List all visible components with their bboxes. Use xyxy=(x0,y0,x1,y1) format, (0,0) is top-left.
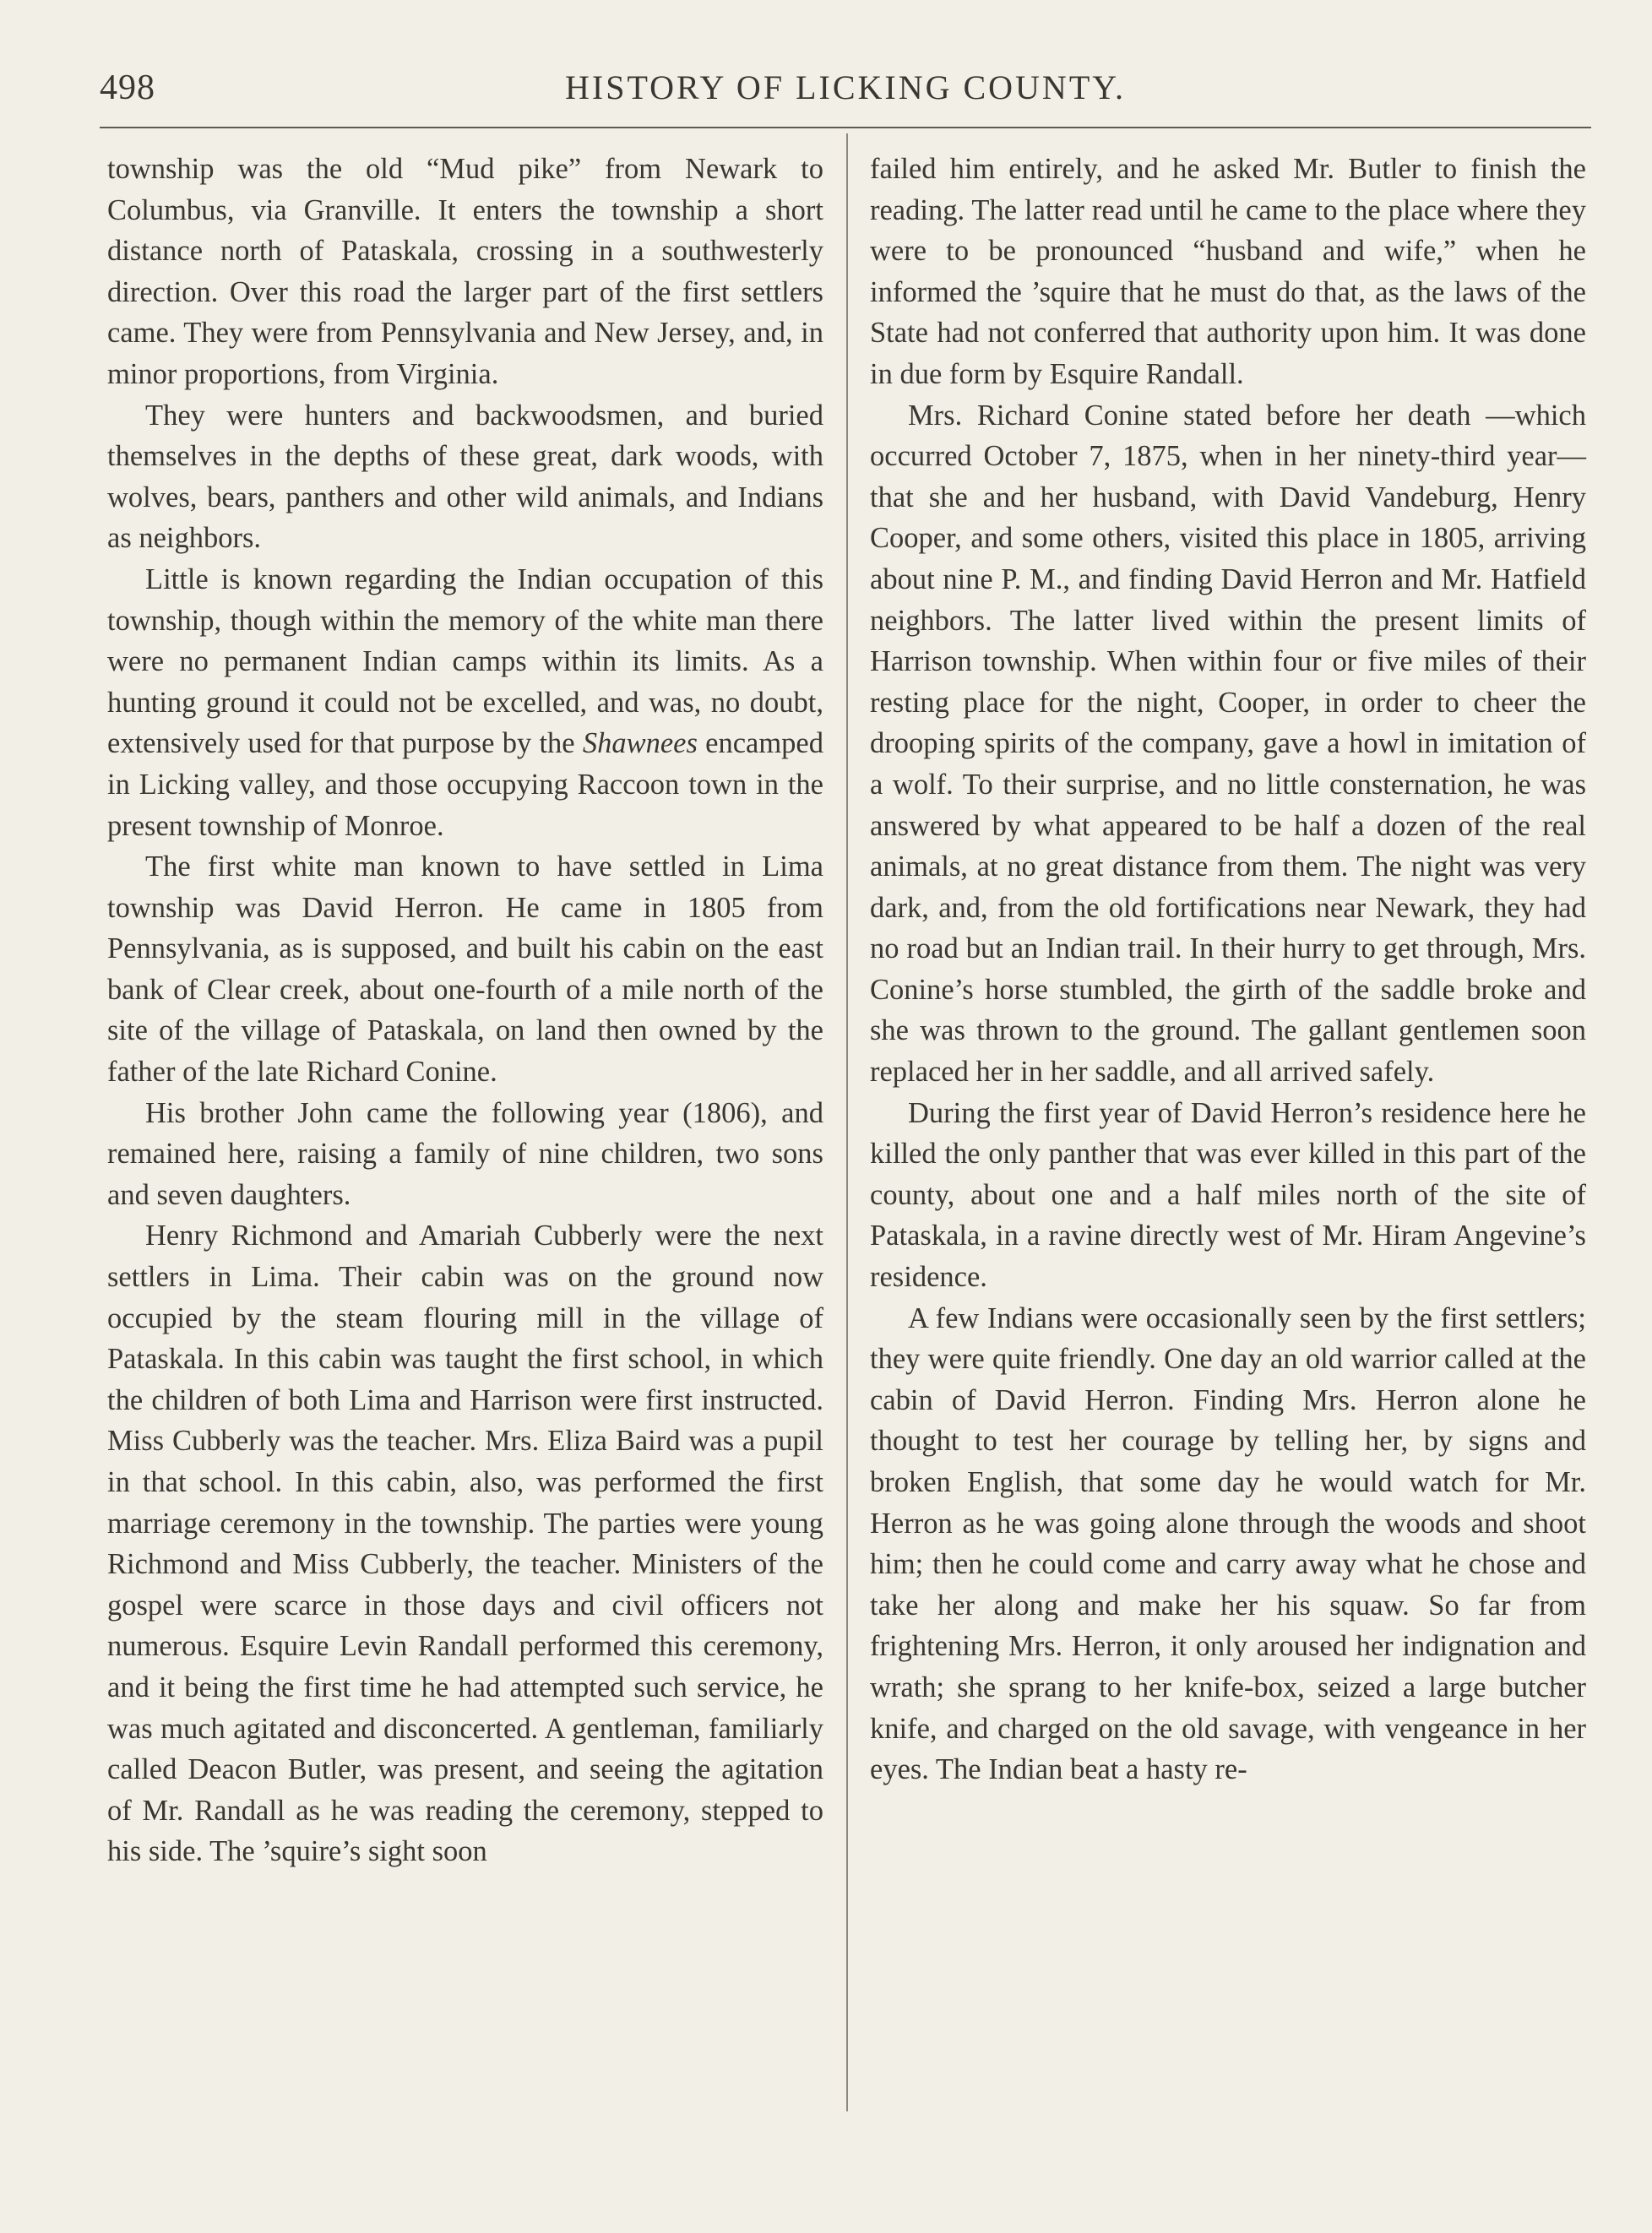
italic-term: Shawnees xyxy=(582,727,698,760)
page-header xyxy=(100,68,1591,127)
running-title: HISTORY OF LICKING COUNTY. xyxy=(565,68,1126,106)
left-column xyxy=(107,149,823,1872)
paragraph xyxy=(107,559,823,846)
paragraph: Mrs. Richard Conine stated before her death —which occurred October 7, 1875, when in her ninety-third year—that she and her husband, with David Vandeburg, Henry Cooper, and some others, visited this place in 1805, arriving about nine P. M., and finding David Herron and Mr. Hatfield neighbors. The latter lived within the present limits of Harrison township. When within four or five miles of their resting place for the night, Cooper, in order to cheer the drooping spirits of the company, gave a howl in imitation of a wolf. To their surprise, and no little consternation, he was answered by what appeared to be half a dozen of the real animals, at no great distance from them. The night was very dark, and, from the old fortifications near Newark, they had no road but an Indian trail. In their hurry to get through, Mrs. Conine’s horse stumbled, the girth of the saddle broke and she was thrown to the ground. The gallant gentlemen soon replaced her in her saddle, and all arrived safely. xyxy=(870,399,1586,1089)
paragraph-text: Little is known regarding the Indian occupation of this township, though within the memory of the white man there were no permanent Indian camps within its limits. As a hunting ground it could not be excelled, and was, no doubt, extensively used for that purpose by the xyxy=(107,562,823,760)
right-column xyxy=(870,149,1586,1790)
paragraph-text: encamped in Licking valley, and those occupying Raccoon town in the present township of Monroe. xyxy=(107,727,823,842)
paragraph: township was the old “Mud pike” from Newark to Columbus, via Granville. It enters the township a short distance north of Pataskala, crossing in a southwesterly direction. Over this road the larger part of the first settlers came. They were from Pennsylvania and New Jersey, and, in minor proportions, from Virginia. xyxy=(107,153,823,390)
paragraph: His brother John came the following year (1806), and remained here, raising a family of nine children, two sons and seven daughters. xyxy=(107,1096,823,1211)
column-divider xyxy=(846,133,848,2111)
paragraph: The first white man known to have settled in Lima township was David Herron. He came in 1805 from Pennsylvania, as is supposed, and built his cabin on the east bank of Clear creek, about one-fourth of a mile north of the site of the village of Pataskala, on land then owned by the father of the late Richard Conine. xyxy=(107,850,823,1089)
paragraph: A few Indians were occasionally seen by the first settlers; they were quite friendly. One day an old warrior called at the cabin of David Herron. Finding Mrs. Herron alone he thought to test her courage by telling her, by signs and broken English, that some day he would watch for Mr. Herron as he was going alone through the woods and shoot him; then he could come and carry away what he chose and take her along and make her his squaw. So far from frightening Mrs. Herron, it only aroused her indignation and wrath; she sprang to her knife-box, seized a large butcher knife, and charged on the old savage, with vengeance in her eyes. The Indian beat a hasty re- xyxy=(870,1301,1586,1786)
header-rule xyxy=(100,127,1591,128)
paragraph: They were hunters and backwoodsmen, and buried themselves in the depths of these great, dark woods, with wolves, bears, panthers and other wild animals, and Indians as neighbors. xyxy=(107,399,823,555)
paragraph: During the first year of David Herron’s residence here he killed the only panther that was ever killed in this part of the county, about one and a half miles north of the site of Pataskala, in a ravine directly west of Mr. Hiram Angevine’s residence. xyxy=(870,1096,1586,1294)
paragraph: Henry Richmond and Amariah Cubberly were the next settlers in Lima. Their cabin was on the ground now occupied by the steam flouring mill in the village of Pataskala. In this cabin was taught the first school, in which the children of both Lima and Harrison were first instructed. Miss Cubberly was the teacher. Mrs. Eliza Baird was a pupil in that school. In this cabin, also, was performed the first marriage ceremony in the township. The parties were young Richmond and Miss Cubberly, the teacher. Ministers of the gospel were scarce in those days and civil officers not numerous. Esquire Levin Randall performed this ceremony, and it being the first time he had attempted such service, he was much agitated and disconcerted. A gentleman, familiarly called Deacon Butler, was present, and seeing the agitation of Mr. Randall as he was reading the ceremony, stepped to his side. The ’squire’s sight soon xyxy=(107,1220,823,1868)
page-number: 498 xyxy=(100,68,155,107)
paragraph: failed him entirely, and he asked Mr. Butler to finish the reading. The latter read until he came to the place where they were to be pronounced “husband and wife,” when he informed the ’squire that he must do that, as the laws of the State had not conferred that authority upon him. It was done in due form by Esquire Randall. xyxy=(870,153,1586,390)
